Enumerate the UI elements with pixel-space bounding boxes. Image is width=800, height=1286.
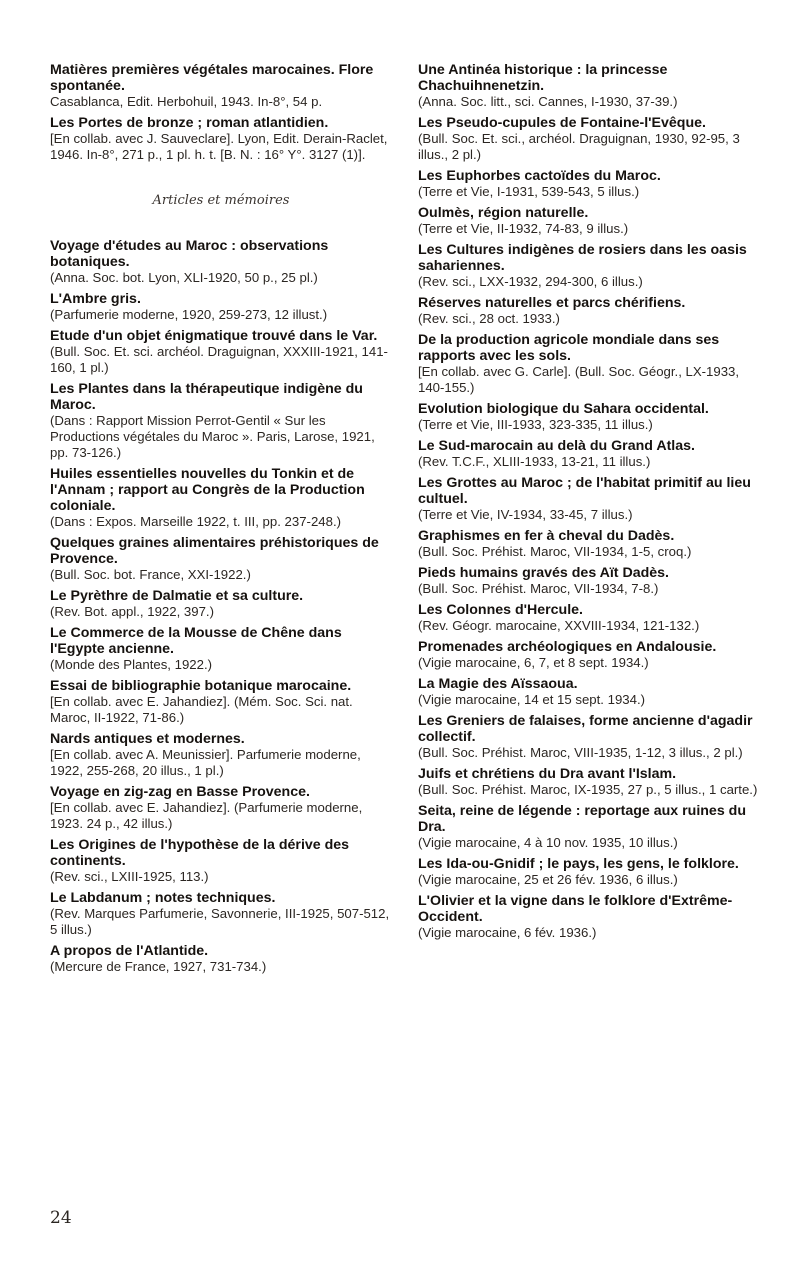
entry-title: Les Origines de l'hypothèse de la dérive des continents. <box>50 837 350 869</box>
two-column-layout <box>50 62 760 980</box>
entry-title: Evolution biologique du Sahara occidental. <box>418 401 709 417</box>
entry-title: Huiles essentielles nouvelles du Tonkin et de l'Annam ; rapport au Congrès de la Production coloniale. <box>50 466 365 514</box>
entry-reference: (Monde des Plantes, 1922.) <box>50 657 213 672</box>
bibliography-entry <box>418 168 760 200</box>
entry-reference: (Bull. Soc. Et. sci. archéol. Draguignan, XXXIII-1921, 141-160, 1 pl.) <box>50 344 388 375</box>
entry-reference: [En collab. avec J. Sauveclare]. Lyon, Edit. Derain-Raclet, 1946. In-8°, 271 p., 1 pl. h. t. [B. N. : 16° Y°. 3127 (1)]. <box>50 131 388 162</box>
entry-reference: (Vigie marocaine, 4 à 10 nov. 1935, 10 illus.) <box>418 835 678 850</box>
entry-reference: (Terre et Vie, I-1931, 539-543, 5 illus.) <box>418 184 640 199</box>
right-column <box>418 62 760 980</box>
page-number: 24 <box>50 1208 72 1228</box>
entry-title: Voyage en zig-zag en Basse Provence. <box>50 784 310 800</box>
entry-reference: (Rev. sci., LXX-1932, 294-300, 6 illus.) <box>418 274 643 289</box>
entry-reference: (Anna. Soc. bot. Lyon, XLI-1920, 50 p., 25 pl.) <box>50 270 318 285</box>
bibliography-entry <box>418 528 760 560</box>
entry-reference: (Terre et Vie, II-1932, 74-83, 9 illus.) <box>418 221 629 236</box>
entry-title: Le Commerce de la Mousse de Chêne dans l'Egypte ancienne. <box>50 625 342 657</box>
entry-title: Etude d'un objet énigmatique trouvé dans le Var. <box>50 328 378 344</box>
entry-title: Nards antiques et modernes. <box>50 731 245 747</box>
bibliography-entry <box>50 62 392 110</box>
bibliography-entry <box>50 381 392 461</box>
entry-reference: (Bull. Soc. bot. France, XXI-1922.) <box>50 567 251 582</box>
entry-reference: (Rev. T.C.F., XLIII-1933, 13-21, 11 illus.) <box>418 454 651 469</box>
bibliography-entry <box>50 678 392 726</box>
entry-title: Promenades archéologiques en Andalousie. <box>418 639 717 655</box>
entry-reference: [En collab. avec G. Carle]. (Bull. Soc. Géogr., LX-1933, 140-155.) <box>418 364 740 395</box>
bibliography-entry <box>418 639 760 671</box>
articles-list-right <box>418 62 760 941</box>
entry-title: La Magie des Aïssaoua. <box>418 676 578 692</box>
bibliography-entry <box>50 238 392 286</box>
bibliography-entry <box>418 205 760 237</box>
bibliography-entry <box>50 291 392 323</box>
entry-title: Le Pyrèthre de Dalmatie et sa culture. <box>50 588 304 604</box>
entry-reference: (Vigie marocaine, 6 fév. 1936.) <box>418 925 597 940</box>
entry-reference: [En collab. avec A. Meunissier]. Parfumerie moderne, 1922, 255-268, 20 illus., 1 pl.) <box>50 747 361 778</box>
bibliography-entry <box>418 295 760 327</box>
bibliography-entry <box>418 766 760 798</box>
entry-reference: [En collab. avec E. Jahandiez]. (Parfumerie moderne, 1923. 24 p., 42 illus.) <box>50 800 363 831</box>
entry-reference: (Rev. Géogr. marocaine, XXVIII-1934, 121-132.) <box>418 618 700 633</box>
entry-reference: (Bull. Soc. Préhist. Maroc, VII-1934, 7-8.) <box>418 581 659 596</box>
entry-reference: (Mercure de France, 1927, 731-734.) <box>50 959 267 974</box>
entry-title: L'Ambre gris. <box>50 291 141 307</box>
entry-reference: (Anna. Soc. litt., sci. Cannes, I-1930, 37-39.) <box>418 94 678 109</box>
bibliography-entry <box>418 856 760 888</box>
entry-reference: (Bull. Soc. Préhist. Maroc, VII-1934, 1-5, croq.) <box>418 544 692 559</box>
entry-title: Oulmès, région naturelle. <box>418 205 589 221</box>
entry-reference: (Rev. sci., 28 oct. 1933.) <box>418 311 560 326</box>
entry-title: Les Greniers de falaises, forme ancienne d'agadir collectif. <box>418 713 753 745</box>
entry-title: Seita, reine de légende : reportage aux ruines du Dra. <box>418 803 746 835</box>
articles-list-left <box>50 238 392 975</box>
bibliography-entry <box>50 115 392 163</box>
entry-title: Essai de bibliographie botanique marocaine. <box>50 678 352 694</box>
entry-reference: (Bull. Soc. Préhist. Maroc, IX-1935, 27 p., 5 illus., 1 carte.) <box>418 782 758 797</box>
entry-title: Le Labdanum ; notes techniques. <box>50 890 276 906</box>
books-list <box>50 62 392 163</box>
bibliography-entry <box>418 401 760 433</box>
bibliography-entry <box>418 565 760 597</box>
bibliography-entry <box>418 676 760 708</box>
entry-title: Les Plantes dans la thérapeutique indigène du Maroc. <box>50 381 363 413</box>
bibliography-entry <box>418 438 760 470</box>
entry-reference: (Bull. Soc. Préhist. Maroc, VIII-1935, 1-12, 3 illus., 2 pl.) <box>418 745 743 760</box>
entry-reference: (Vigie marocaine, 14 et 15 sept. 1934.) <box>418 692 646 707</box>
entry-title: Les Grottes au Maroc ; de l'habitat primitif au lieu cultuel. <box>418 475 751 507</box>
bibliography-entry <box>50 328 392 376</box>
entry-title: Le Sud-marocain au delà du Grand Atlas. <box>418 438 695 454</box>
entry-title: L'Olivier et la vigne dans le folklore d'Extrême- Occident. <box>418 893 733 925</box>
bibliography-entry <box>50 588 392 620</box>
entry-reference: (Vigie marocaine, 25 et 26 fév. 1936, 6 illus.) <box>418 872 678 887</box>
bibliography-entry <box>418 803 760 851</box>
entry-title: Pieds humains gravés des Aït Dadès. <box>418 565 670 581</box>
entry-title: Les Ida-ou-Gnidif ; le pays, les gens, le folklore. <box>418 856 739 872</box>
entry-reference: (Dans : Expos. Marseille 1922, t. III, pp. 237-248.) <box>50 514 342 529</box>
entry-title: De la production agricole mondiale dans ses rapports avec les sols. <box>418 332 720 364</box>
bibliography-entry <box>50 625 392 673</box>
entry-title: Les Euphorbes cactoïdes du Maroc. <box>418 168 661 184</box>
entry-title: Les Pseudo-cupules de Fontaine-l'Evêque. <box>418 115 706 131</box>
entry-title: Voyage d'études au Maroc : observations botaniques. <box>50 238 329 270</box>
bibliography-entry <box>50 535 392 583</box>
entry-reference: (Rev. Bot. appl., 1922, 397.) <box>50 604 214 619</box>
bibliography-entry <box>50 731 392 779</box>
entry-title: Réserves naturelles et parcs chérifiens. <box>418 295 686 311</box>
entry-title: Graphismes en fer à cheval du Dadès. <box>418 528 675 544</box>
entry-reference: (Terre et Vie, III-1933, 323-335, 11 illus.) <box>418 417 653 432</box>
bibliography-entry <box>50 784 392 832</box>
section-heading: Articles et mémoires <box>152 193 290 208</box>
bibliography-entry <box>418 115 760 163</box>
entry-reference: (Parfumerie moderne, 1920, 259-273, 12 illust.) <box>50 307 328 322</box>
bibliography-entry <box>50 466 392 530</box>
bibliography-entry <box>418 713 760 761</box>
entry-reference: (Rev. sci., LXIII-1925, 113.) <box>50 869 209 884</box>
entry-reference: (Dans : Rapport Mission Perrot-Gentil « Sur les Productions végétales du Maroc ». Paris, Larose, 1921, pp. 73-126.) <box>50 413 375 460</box>
bibliography-entry <box>50 943 392 975</box>
entry-title: Les Colonnes d'Hercule. <box>418 602 583 618</box>
entry-title: Matières premières végétales marocaines. Flore spontanée. <box>50 62 374 94</box>
bibliography-entry <box>50 837 392 885</box>
entry-reference: (Bull. Soc. Et. sci., archéol. Draguignan, 1930, 92-95, 3 illus., 2 pl.) <box>418 131 740 162</box>
bibliography-entry <box>418 62 760 110</box>
entry-title: Les Cultures indigènes de rosiers dans les oasis sahariennes. <box>418 242 747 274</box>
entry-title: Une Antinéa historique : la princesse Chachuihnenetzin. <box>418 62 668 94</box>
entry-reference: Casablanca, Edit. Herbohuil, 1943. In-8°, 54 p. <box>50 94 323 109</box>
bibliography-entry <box>418 602 760 634</box>
bibliography-entry <box>418 242 760 290</box>
entry-title: Juifs et chrétiens du Dra avant l'Islam. <box>418 766 677 782</box>
bibliography-entry <box>418 332 760 396</box>
entry-title: Les Portes de bronze ; roman atlantidien. <box>50 115 329 131</box>
entry-reference: (Vigie marocaine, 6, 7, et 8 sept. 1934.) <box>418 655 649 670</box>
bibliography-entry <box>418 475 760 523</box>
entry-title: Quelques graines alimentaires préhistoriques de Provence. <box>50 535 379 567</box>
bibliography-entry <box>418 893 760 941</box>
entry-reference: (Terre et Vie, IV-1934, 33-45, 7 illus.) <box>418 507 633 522</box>
left-column <box>50 62 392 980</box>
entry-reference: (Rev. Marques Parfumerie, Savonnerie, III-1925, 507-512, 5 illus.) <box>50 906 390 937</box>
bibliography-entry <box>50 890 392 938</box>
entry-reference: [En collab. avec E. Jahandiez]. (Mém. Soc. Sci. nat. Maroc, II-1922, 71-86.) <box>50 694 353 725</box>
entry-title: A propos de l'Atlantide. <box>50 943 209 959</box>
